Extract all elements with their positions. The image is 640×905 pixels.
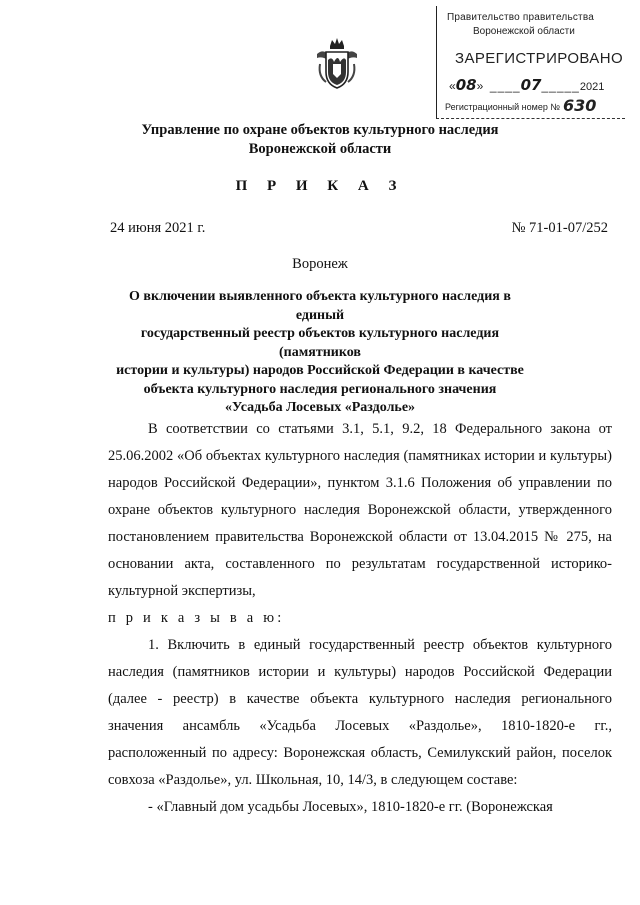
subject-line: государственный реестр объектов культурного наследия (памятников	[140, 326, 500, 360]
order-subject	[108, 288, 532, 418]
subject-line: объекта культурного наследия регионального значения	[143, 381, 497, 397]
stamp-year: 2021	[579, 81, 605, 93]
subject-line: «Усадьба Лосевых «Раздолье»	[224, 400, 416, 415]
order-city: Воронеж	[292, 256, 348, 272]
subject-line: О включении выявленного объекта культурного наследия в единый	[129, 289, 511, 323]
org-name-line2: Воронежской области	[248, 141, 392, 157]
stamp-reg-number: 630	[563, 96, 597, 115]
stamp-status: ЗАРЕГИСТРИРОВАНО	[455, 50, 624, 67]
stamp-reg-label: Регистрационный номер №	[445, 102, 561, 112]
order-body	[108, 416, 612, 821]
order-number: № 71-01-07/252	[511, 220, 608, 236]
org-name-line1: Управление по охране объектов культурного наследия	[141, 122, 499, 138]
order-item-1: 1. Включить в единый государственный реестр объектов культурного наследия (памятников истории и культуры) народов Российской Федерации (далее - реестр) в качестве объекта культурного наследия регионального значения ансамбль «Усадьба Лосевых «Раздолье», 1810-1820-е гг., расположенный по адресу: Воронежская область, Семилукский район, поселок совхоза «Раздолье», ул. Школьная, 10, 14/3, в следующем составе:	[108, 637, 612, 788]
registration-stamp	[436, 6, 625, 119]
stamp-authority-line1: Правительство правительства	[447, 12, 594, 23]
subject-line: истории и культуры) народов Российской Федерации в качестве	[116, 363, 524, 378]
stamp-day: 08	[455, 76, 477, 94]
document-type-title: П Р И К А З	[235, 178, 405, 194]
coat-of-arms-emblem	[314, 34, 360, 92]
stamp-authority-line2: Воронежской области	[473, 26, 575, 37]
composition-item: - «Главный дом усадьбы Лосевых», 1810-1820-е гг. (Воронежская	[148, 799, 553, 815]
order-word: п р и к а з ы в а ю:	[108, 610, 285, 626]
stamp-date-row: «08» ____07_____2021	[449, 76, 605, 94]
preamble-paragraph: В соответствии со статьями 3.1, 5.1, 9.2, 18 Федерального закона от 25.06.2002 «Об объектах культурного наследия (памятниках истории и культуры) народов Российской Федерации», пунктом 3.1.6 Положения об управлении по охране объектов культурного наследия Воронежской области, утвержденного постановлением правительства Воронежской области от 13.04.2015 № 275, на основании акта, составленного по результатам государственной историко-культурной экспертизы,	[108, 421, 612, 599]
stamp-month: 07	[520, 76, 542, 94]
order-date: 24 июня 2021 г.	[110, 220, 206, 236]
